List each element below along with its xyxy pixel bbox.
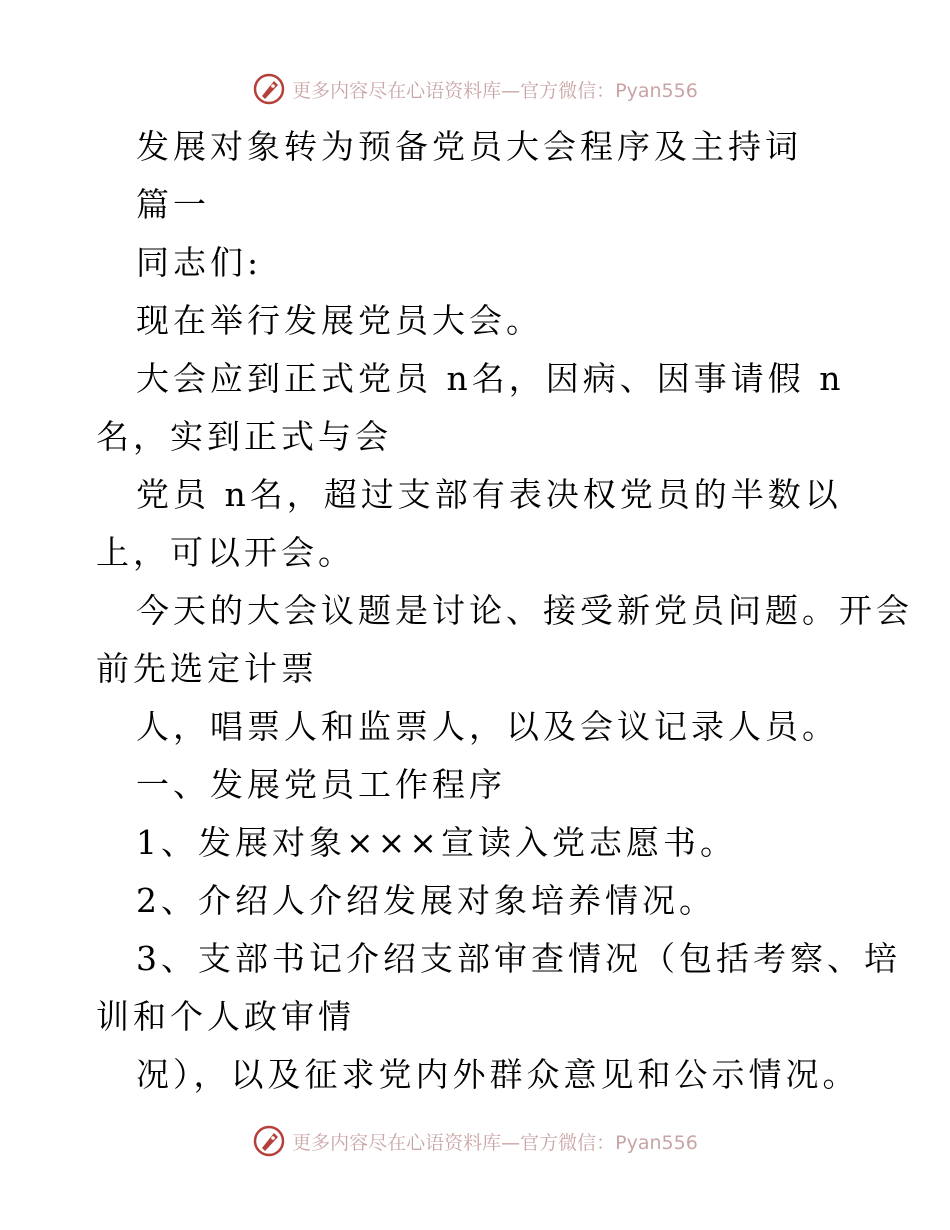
watermark-text: 更多内容尽在心语资料库—官方微信：Pyan556 [292, 1131, 698, 1154]
doc-paragraph-line: 大会应到正式党员 n名，因病、因事请假 n [136, 359, 845, 398]
doc-paragraph-line: 前先选定计票 [96, 649, 318, 688]
doc-list-item: 2、介绍人介绍发展对象培养情况。 [136, 881, 716, 920]
doc-list-item-continued: 训和个人政审情 [96, 997, 355, 1036]
doc-paragraph-line: 上，可以开会。 [96, 533, 355, 572]
doc-paragraph-line: 同志们: [136, 243, 263, 282]
pen-nib-logo-icon [252, 72, 286, 106]
doc-list-item: 1、发展对象×××宣读入党志愿书。 [136, 823, 737, 862]
header-watermark [0, 72, 950, 106]
pen-nib-logo-icon [252, 1124, 286, 1158]
doc-title: 发展对象转为预备党员大会程序及主持词 [136, 127, 802, 166]
doc-paragraph-line: 党员 n名，超过支部有表决权党员的半数以 [136, 475, 842, 514]
doc-paragraph-line: 现在举行发展党员大会。 [136, 301, 543, 340]
doc-heading-line: 一、发展党员工作程序 [136, 765, 506, 804]
doc-section-label: 篇一 [136, 185, 210, 224]
document-body [96, 118, 913, 1104]
doc-paragraph-line: 名，实到正式与会 [96, 417, 392, 456]
doc-paragraph-line: 人，唱票人和监票人，以及会议记录人员。 [136, 707, 839, 746]
footer-watermark [0, 1124, 950, 1158]
doc-list-item-continued: 况），以及征求党内外群众意见和公示情况。 [136, 1055, 860, 1094]
doc-list-item: 3、支部书记介绍支部审查情况（包括考察、培 [136, 939, 901, 978]
watermark-text: 更多内容尽在心语资料库—官方微信：Pyan556 [292, 79, 698, 102]
doc-paragraph-line: 今天的大会议题是讨论、接受新党员问题。开会 [136, 591, 913, 630]
